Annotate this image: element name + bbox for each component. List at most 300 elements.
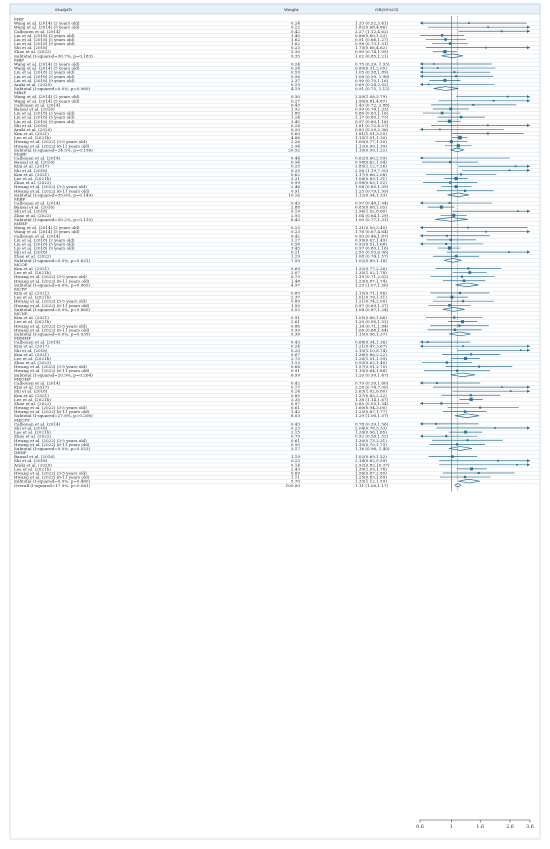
subtotal-diamond	[443, 307, 465, 311]
or-value: 2.14(0.82,5.59)	[355, 458, 387, 464]
or-value: 1.10(0.64,1.88)	[355, 368, 387, 374]
or-value: 0.92(0.51,1.68)	[355, 241, 387, 247]
study-row-point	[445, 435, 447, 437]
or-value: 1.82(0.68,4.86)	[355, 24, 387, 30]
group-label: MBzP	[14, 90, 27, 96]
or-value: 3.10(1.10,8.74)	[355, 347, 387, 353]
weight-value: 0.30	[290, 94, 300, 100]
weight-value: 0.91	[290, 315, 300, 321]
weight-value: 1.42	[290, 409, 300, 415]
subtotal-diamond	[448, 193, 469, 197]
study-label: Lee et al. (2021b)	[14, 396, 51, 402]
header-or: OR(95%CI)	[375, 7, 399, 12]
study-row-point	[450, 140, 453, 143]
study-row-arrow-right	[527, 169, 530, 172]
study-row-arrow-right	[527, 459, 530, 462]
or-value: 0.97 (0.69,1.37)	[355, 302, 389, 308]
study-row-point	[501, 386, 503, 388]
study-row-arrow-left	[420, 201, 423, 204]
subtotal-weight: 5.38	[290, 331, 300, 337]
subtotal-label: Subtotal (I-squared=0.0%, p=0.965)	[14, 282, 91, 288]
or-value: 1.57(0.91,2.70)	[355, 364, 387, 370]
subtotal-label: Subtotal (I-squared=35.6%, p=0.149)	[14, 192, 93, 198]
weight-value: 2.37	[290, 77, 300, 83]
study-row-point	[457, 144, 460, 147]
weight-value: 0.62	[290, 171, 300, 177]
weight-value: 0.91	[290, 368, 300, 374]
study-label: Liu et al. (2018) (5 years old)	[14, 114, 75, 120]
study-label: Hwang et al. (2022) (3-5 years old)	[14, 364, 87, 370]
study-row-point	[520, 349, 522, 351]
study-row-point	[448, 246, 451, 249]
study-label: Shi et al. (2018)	[14, 167, 48, 173]
or-value: 0.93(0.62,1.40)	[355, 360, 387, 366]
study-label: Hwang et al. (2022) (3-5 years old)	[14, 274, 87, 280]
subtotal-label: Subtotal (I-squared=0.0%, p=0.960)	[14, 86, 91, 92]
x-tick-label: 0.6	[416, 825, 424, 830]
subtotal-weight: 5.52	[290, 306, 300, 312]
weight-value: 0.97	[290, 400, 300, 406]
subtotal-label: Subtotal (I-squared=0.0%, p=0.553)	[14, 445, 91, 451]
subtotal-diamond	[435, 218, 468, 222]
study-row-point	[444, 38, 447, 41]
or-value: 1.39(1.09,1.78)	[355, 466, 387, 472]
study-label: Hwang et al. (2022) (6-11 years old)	[14, 409, 90, 415]
study-label: Zhao et al. (2022)	[14, 180, 52, 186]
study-row-point	[462, 345, 464, 347]
weight-value: 2.88	[290, 204, 300, 210]
or-value: 1.43 (0.72, 2.88)	[355, 102, 390, 108]
or-value: 1.75(0.66,4.62)	[355, 45, 387, 51]
weight-value: 0.42	[290, 380, 300, 386]
weight-value: 0.24	[290, 61, 300, 67]
or-value: 1.15(0.71,1.86)	[355, 290, 387, 296]
or-value: 1.23(0.87,1.74)	[355, 278, 387, 284]
weight-value: 0.20	[290, 126, 300, 132]
x-tick-label: 1.6	[476, 825, 485, 830]
study-row-point	[454, 329, 456, 331]
or-value: 0.98(0.62,1.54)	[355, 159, 387, 165]
or-value: 1.60(0.94,3.00)	[355, 405, 387, 411]
study-row-point	[449, 202, 451, 204]
or-value: 0.75 (0.29, 1.93)	[355, 61, 390, 67]
study-label: Kim et al. (2021)	[14, 290, 49, 296]
subtotal-weight: 9.35	[290, 53, 300, 59]
header-row	[10, 4, 540, 14]
study-row-point	[456, 370, 458, 372]
study-row-point	[517, 210, 519, 212]
weight-value: 3.45	[290, 118, 300, 124]
study-row-arrow-left	[420, 226, 423, 229]
weight-value: 1.11	[290, 474, 300, 480]
subtotal-label: Subtotal (I-squared=50.2%, p=0.110)	[14, 216, 93, 222]
or-value: 1.02(0.69,1.52)	[355, 454, 387, 460]
subtotal-weight: 6.43	[290, 216, 300, 222]
weight-value: 0.23	[290, 225, 300, 231]
or-value: 0.69 (0.24,2.02)	[355, 81, 389, 87]
weight-value: 0.27	[290, 98, 300, 104]
or-value: 1.08 (0.59, 1.98)	[355, 73, 390, 79]
study-row-arrow-right	[527, 386, 530, 389]
study-row-arrow-right	[527, 124, 530, 127]
study-row-point	[485, 47, 487, 49]
subtotal-weight: 4.97	[290, 282, 300, 288]
study-row-point	[470, 398, 473, 401]
study-row-arrow-left	[420, 381, 423, 384]
study-row-point	[470, 394, 472, 396]
weight-value: 0.85	[290, 392, 300, 398]
subtotal-diamond	[449, 447, 472, 451]
study-label: Hwang et al. (2022) (6-11 years old)	[14, 441, 90, 447]
study-label: Calbouen et al. (2014)	[14, 102, 61, 108]
study-label: Shi et al. (2018)	[14, 208, 48, 214]
subtotal-diamond	[444, 258, 461, 262]
or-value: 1.26(1.01,1.59)	[355, 355, 387, 361]
subtotal-or: 1.20 (0.99,1.47)	[355, 372, 389, 378]
or-value: 0.83 (0.29,2.36)	[355, 126, 389, 132]
subtotal-diamond	[451, 148, 464, 152]
study-label: Bansal et al. (2016)	[14, 204, 55, 210]
study-label: Liu et al. (2018) (9 years old)	[14, 41, 75, 47]
or-value: 1.38 (1.14,1.67)	[355, 396, 389, 402]
study-row-point	[446, 361, 448, 363]
study-row-arrow-right	[527, 426, 530, 429]
x-tick-label: 2.6	[506, 825, 514, 830]
subtotal-diamond	[455, 414, 479, 418]
study-row-arrow-right	[527, 390, 530, 393]
weight-value: 1.29	[290, 253, 300, 259]
study-row-point	[478, 472, 480, 474]
group-label: MCNP	[14, 310, 28, 316]
study-row-arrow-left	[420, 341, 423, 344]
study-label: Calbouen et al. (2014)	[14, 200, 61, 206]
study-row-point	[435, 423, 437, 425]
study-row-point	[509, 169, 511, 171]
weight-value: 0.14	[290, 462, 300, 468]
study-row-point	[448, 120, 451, 123]
study-row-point	[462, 300, 464, 302]
weight-value: 0.79	[290, 433, 300, 439]
study-label: Lee et al. (2021b)	[14, 355, 51, 361]
study-row-arrow-right	[527, 26, 530, 29]
study-label: Wang et al. (2014) (5 years old)	[14, 65, 80, 71]
group-label: MEHP	[14, 221, 28, 226]
study-row-point	[455, 185, 458, 188]
study-label: Kim et al. (2017)	[14, 163, 49, 169]
study-row-point	[448, 304, 451, 307]
subtotal-weight: 10.16	[288, 192, 300, 198]
weight-value: 3.35	[290, 396, 300, 402]
subtotal-label: Subtotal (I-squared=0.0%, p=0.631)	[14, 257, 91, 263]
study-row-point	[437, 67, 439, 69]
study-label: Shi et al. (2018)	[14, 347, 48, 353]
study-label: Kim et al. (2017)	[14, 384, 49, 390]
study-label: Zhao et al. (2022)	[14, 360, 52, 366]
study-label: Hwang et al. (2022) (3-5 years old)	[14, 298, 87, 304]
or-value: 0.90 (0.74,1.09)	[355, 49, 389, 55]
study-row-point	[443, 79, 446, 82]
weight-value: 4.86	[290, 135, 300, 141]
study-label: Calbouen et al. (2014)	[14, 28, 61, 34]
subtotal-diamond	[458, 479, 480, 483]
study-label: Wang et al. (2014) (2 years old)	[14, 61, 80, 67]
study-row-point	[501, 30, 503, 32]
weight-value: 1.62	[290, 36, 300, 42]
study-label: Zhao et al. (2022)	[14, 49, 52, 55]
study-row-point	[472, 104, 474, 106]
subtotal-or: 1.02 (0.85,1.21)	[355, 53, 389, 59]
weight-value: 0.24	[290, 388, 300, 394]
weight-value: 0.85	[290, 290, 300, 296]
header-study: StudyID	[55, 7, 72, 12]
weight-value: 0.43	[290, 200, 300, 206]
or-value: 2.63(1.02,6.80)	[355, 388, 387, 394]
weight-value: 0.20	[290, 347, 300, 353]
group-label: MECPP	[14, 417, 30, 423]
study-label: Hwang et al. (2022) (6-11 years old)	[14, 368, 90, 374]
study-label: Lee et al. (2021b)	[14, 176, 51, 182]
study-label: Araki et al. (2020)	[14, 81, 52, 87]
weight-value: 3.30	[290, 49, 300, 55]
or-value: 2.55 (0.93,6.96)	[355, 249, 389, 255]
subtotal-weight: 5.17	[290, 445, 300, 451]
or-value: 1.17 (0.80,1.73)	[355, 114, 389, 120]
study-label: Kim et al. (2021)	[14, 171, 49, 177]
group-label: MBP	[14, 57, 24, 63]
study-row-point	[449, 108, 452, 111]
study-label: Lee et al. (2021b)	[14, 429, 51, 435]
study-row-point	[468, 271, 471, 274]
study-row-arrow-right	[527, 30, 530, 33]
or-value: 0.98 (0.73,1.31)	[355, 41, 389, 47]
weight-value: 2.46	[290, 184, 300, 190]
subtotal-label: Subtotal (I-squared=0.0%, p=0.460)	[14, 478, 91, 484]
subtotal-weight: 6.99	[290, 372, 300, 378]
or-value: 0.93 (0.46,1.87)	[355, 233, 389, 239]
weight-value: 1.80	[290, 110, 300, 116]
study-row-point	[487, 132, 489, 134]
study-label: Lee et al. (2021b)	[14, 294, 51, 300]
weight-value: 0.69	[290, 470, 300, 476]
weight-value: 0.61	[290, 405, 300, 411]
or-value: 1.01(0.79,1.31)	[355, 294, 387, 300]
weight-value: 1.24	[290, 114, 300, 120]
group-label: MEP	[14, 16, 24, 22]
study-row-arrow-left	[420, 83, 423, 86]
group-label: MiBP	[14, 196, 26, 202]
or-value: 1.06 (0.68,1.64)	[355, 327, 389, 333]
subtotal-diamond	[434, 87, 459, 91]
study-row-point	[470, 353, 472, 355]
weight-value: 0.17	[290, 384, 300, 390]
study-label: Zhao et al. (2022)	[14, 433, 52, 439]
weight-value: 2.07	[290, 270, 300, 276]
or-value: 1.21(0.47,3.67)	[355, 343, 387, 349]
subtotal-or: 1.16 (0.96, 1.40)	[355, 445, 390, 451]
study-label: Calbouen et al. (2014)	[14, 421, 61, 427]
study-row-point	[451, 296, 454, 299]
weight-value: 0.21	[290, 249, 300, 255]
weight-value: 1.50	[290, 302, 300, 308]
study-row-point	[449, 161, 451, 163]
weight-value: 0.19	[290, 208, 300, 214]
study-label: Bansal et al. (2016)	[14, 106, 55, 112]
study-row-point	[464, 476, 466, 478]
or-value: 1.33 (0.52,3.41)	[355, 20, 389, 26]
weight-value: 0.24	[290, 65, 300, 71]
study-label: Kim et al. (2021)	[14, 265, 49, 271]
or-value: 1.19 (0.71,2.02)	[355, 274, 389, 280]
study-row-point	[452, 214, 455, 217]
study-label: Wang et al. (2014) (2 years old)	[14, 225, 80, 231]
study-label: Hwang et al. (2022) (6-11 years old)	[14, 302, 90, 308]
study-row-point	[443, 50, 446, 53]
study-label: Bansal et al. (2016)	[14, 159, 55, 165]
study-row-arrow-left	[420, 71, 423, 74]
study-label: Liu et al. (2018) (2 years old)	[14, 237, 75, 243]
study-label: Liu et al. (2018) (5 years old)	[14, 73, 75, 79]
study-label: Kim et al. (2021)	[14, 351, 49, 357]
or-value: 0.85(0.68,1.05)	[355, 204, 387, 210]
weight-value: 0.59	[290, 69, 300, 75]
study-row-point	[466, 439, 468, 441]
study-row-point	[493, 100, 495, 102]
or-value: 1.10(0.70,1.73)	[355, 441, 387, 447]
group-label: MEHHP	[14, 335, 32, 341]
weight-value: 1.13	[290, 360, 300, 366]
study-label: Liu et al. (2018) (9 years old)	[14, 245, 75, 251]
weight-value: 0.95	[290, 441, 300, 447]
subtotal-label: Subtotal (I-squared=24.5%, p=0.196)	[14, 147, 93, 153]
or-value: 2.85(1.12,7.26)	[355, 163, 387, 169]
weight-value: 0.43	[290, 421, 300, 427]
or-value: 0.86(0.60,1.23)	[355, 32, 387, 38]
study-row-point	[516, 464, 518, 466]
or-value: 0.99(0.67,1.49)	[355, 237, 387, 243]
or-value: 1.12(0.90,1.39)	[355, 143, 387, 149]
weight-value: 2.73	[290, 355, 300, 361]
study-label: Hwang et al. (2022) (3-5 years old)	[14, 470, 87, 476]
study-label: Lee et al. (2021b)	[14, 270, 51, 276]
or-value: 1.30(0.73,2.31)	[355, 437, 387, 443]
or-value: 0.79 (0.39,1.60)	[355, 380, 389, 386]
study-row-point	[507, 96, 509, 98]
weight-value: 1.92	[290, 106, 300, 112]
x-tick-label: 1	[449, 825, 453, 830]
study-row-point	[459, 292, 461, 294]
study-row-arrow-right	[527, 46, 530, 49]
weight-value: 1.48	[290, 278, 300, 284]
study-label: Araki et al. (2020)	[14, 126, 52, 132]
weight-value: 0.24	[290, 20, 300, 26]
study-row-point	[510, 390, 512, 392]
or-value: 1.15(1.01,1.30)	[355, 135, 387, 141]
weight-value: 0.94	[290, 159, 300, 165]
study-row-point	[427, 341, 429, 343]
subtotal-or: 1.02(0.89,1.18)	[355, 257, 387, 263]
subtotal-weight: 4.19	[290, 86, 300, 92]
weight-value: 0.23	[290, 229, 300, 235]
or-value: 0.86 (0.63,1.16)	[355, 110, 389, 116]
study-row-arrow-right	[527, 99, 530, 102]
study-label: Liu et al. (2018) (2 years old)	[14, 69, 75, 75]
study-row-point	[464, 431, 467, 434]
subtotal-label: Subtotal (I-squared=0.0%, p=0.939)	[14, 331, 91, 337]
study-label: Shi et al. (2018)	[14, 249, 48, 255]
or-value: 2.92(0.82,10.37)	[355, 462, 390, 468]
subtotal-or: 1.12(0.94,1.33)	[355, 192, 387, 198]
or-value: 1.56(0.87,2.80)	[355, 470, 387, 476]
study-row-point	[508, 251, 510, 253]
weight-value: 0.80	[290, 298, 300, 304]
x-tick-label: 3.6	[526, 825, 534, 830]
or-value: 1.26(0.96,1.65)	[355, 429, 387, 435]
weight-value: 2.15	[290, 429, 300, 435]
weight-value: 0.42	[290, 28, 300, 34]
study-label: Calbouen et al. (2014)	[14, 233, 61, 239]
weight-value: 2.37	[290, 294, 300, 300]
study-row-point	[461, 320, 464, 323]
study-label: Kim et al. (2017)	[14, 343, 49, 349]
overall-label: Overall (I-squared=17.9%, p=0.081)	[14, 482, 91, 488]
study-label: Calbouen et al. (2014)	[14, 339, 61, 345]
group-label: MCOP	[14, 261, 28, 267]
study-label: Lee et al. (2021b)	[14, 319, 51, 325]
study-label: Hwang et al. (2022) (6-11 years old)	[14, 188, 90, 194]
weight-value: 2.61	[290, 319, 300, 325]
weight-value: 0.58	[290, 241, 300, 247]
or-value: 1.35(1.02,1.78)	[355, 270, 387, 276]
study-row-point	[455, 255, 457, 257]
or-value: 1.81(1.01,3.25)	[355, 131, 387, 137]
study-label: Liu et al. (2018) (9 years old)	[14, 77, 75, 83]
or-value: 1.25 (0.79,1.99)	[355, 188, 389, 194]
study-label: Shi et al. (2018)	[14, 45, 48, 51]
study-row-point	[458, 136, 462, 140]
weight-value: 2.43	[290, 466, 300, 472]
study-row-point	[485, 231, 487, 233]
study-row-arrow-right	[527, 349, 530, 352]
weight-value: 0.86	[290, 323, 300, 329]
group-label: DEHP	[14, 450, 27, 456]
study-label: Calbouen et al. (2014)	[14, 155, 61, 161]
study-row-point	[464, 190, 466, 192]
study-label: Hwang et al. (2022) (3-5 years old)	[14, 405, 87, 411]
subtotal-label: Subtotal (I-squared=30.7%, p=0.183)	[14, 53, 93, 59]
overall-weight: 100.00	[285, 482, 300, 488]
group-label: MCPP	[14, 286, 27, 292]
weight-value: 0.44	[290, 155, 300, 161]
study-row-arrow-left	[420, 62, 423, 65]
group-label: MEOHP	[14, 376, 31, 382]
study-row-arrow-left	[420, 345, 423, 348]
study-row-point	[436, 382, 438, 384]
study-label: Shi et al. (2018)	[14, 425, 48, 431]
study-row-point	[451, 455, 453, 457]
header-weight: Weight	[284, 7, 299, 12]
or-value: 0.97 (0.80,1.16)	[355, 245, 389, 251]
study-row-arrow-left	[420, 422, 423, 425]
study-row-point	[463, 279, 466, 282]
study-label: Kim et al. (2021)	[14, 315, 49, 321]
or-value: 0.62(0.60,2.59)	[355, 155, 387, 161]
or-value: 2.28 (0.74,7.00)	[355, 384, 389, 390]
study-row-point	[440, 402, 442, 404]
or-value: 2.04(0.78,5.33)	[355, 425, 387, 431]
or-value: 1.38(0.86,2.22)	[355, 351, 387, 357]
study-row-point	[487, 124, 489, 126]
weight-value: 0.23	[290, 425, 300, 431]
